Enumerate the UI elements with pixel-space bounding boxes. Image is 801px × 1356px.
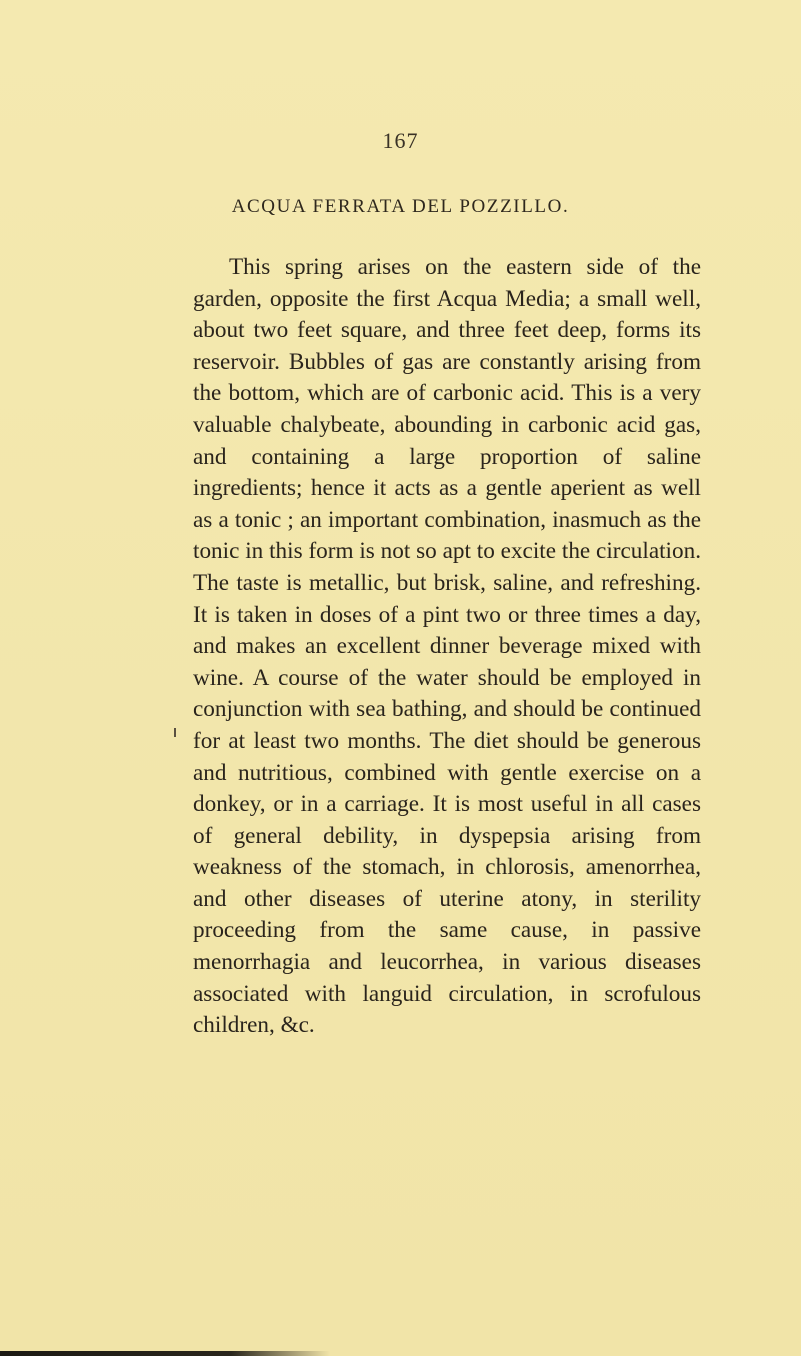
- page-number: 167: [382, 128, 419, 153]
- section-title: ACQUA FERRATA DEL POZZILLO.: [231, 196, 570, 217]
- body-paragraph: This spring arises on the eastern side of the garden, opposite the first Acqua Media; a small well, about two feet square, and three feet deep, forms its reservoir. Bubbles of gas are constantly arising from the bottom, which are of carbonic acid. This is a very valuable chalybeate, abounding in carbonic acid gas, and containing a large proportion of saline ingredients; hence it acts as a gentle aperient as well as a tonic ; an important combination, inasmuch as the tonic in this form is not so apt to excite the circulation. The taste is metallic, but brisk, saline, and refreshing. It is taken in doses of a pint two or three times a day, and makes an excellent dinner beverage mixed with wine. A course of the water should be employed in conjunction with sea bathing, and should be continued for at least two months. The diet should be generous and nutritious, combined with gentle exercise on a donkey, or in a carriage. It is most useful in all cases of general debility, in dyspepsia arising from weakness of the stomach, in chlorosis, amenorrhea, and other diseases of uterine atony, in sterility proceeding from the same cause, in passive menorrhagia and leucorrhea, in various diseases associated with languid circulation, in scrofulous children, &c.: [193, 254, 701, 1039]
- scan-edge-shadow: [0, 1351, 330, 1356]
- margin-mark: [174, 728, 176, 737]
